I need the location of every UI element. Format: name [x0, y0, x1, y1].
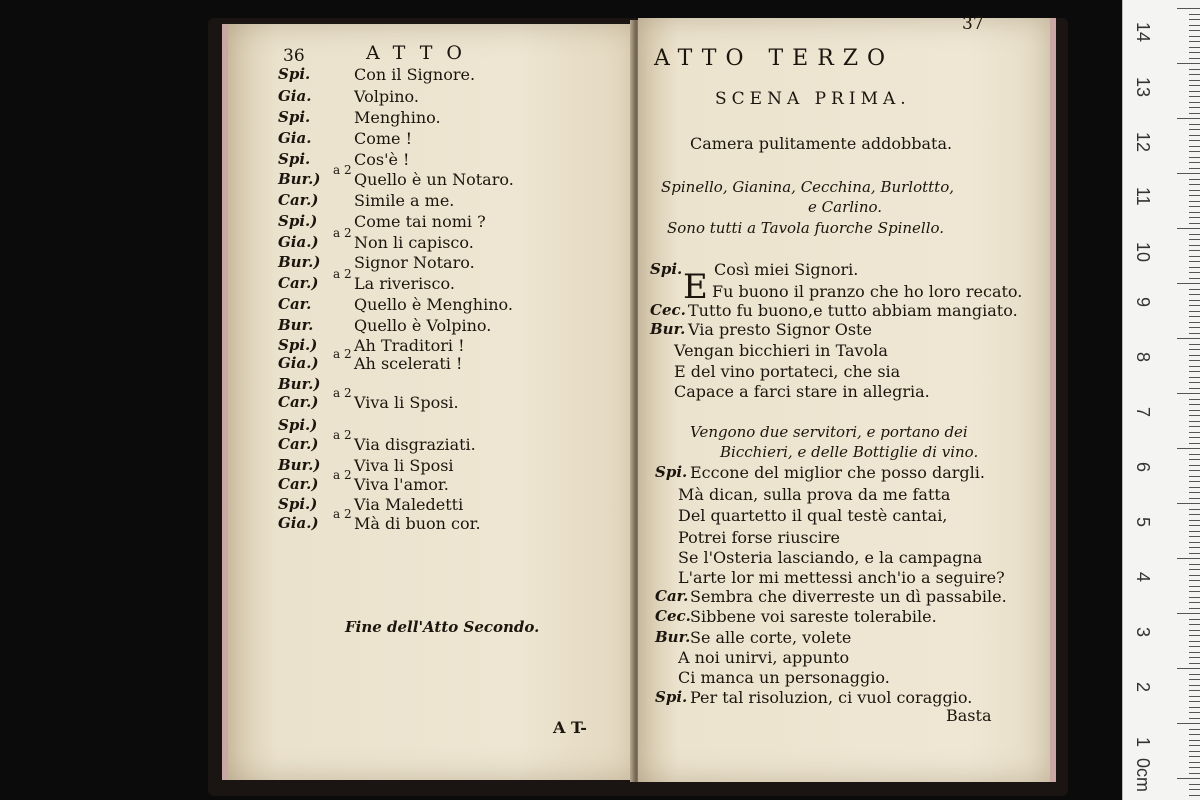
ruler-tick	[1189, 195, 1200, 196]
dialogue-line: E del vino portateci, che sia	[674, 362, 901, 381]
speaker-name: Bur.)	[278, 375, 321, 393]
dialogue-line: Viva l'amor.	[354, 475, 449, 494]
dialogue-line: Eccone del miglior che posso dargli.	[690, 463, 985, 482]
ruler-tick	[1189, 624, 1200, 625]
ruler-tick	[1189, 437, 1200, 438]
dialogue-line: Con il Signore.	[354, 65, 476, 84]
ruler-tick	[1189, 124, 1200, 125]
dialogue-line: Capace a farci stare in allegria.	[674, 382, 930, 401]
ruler-tick	[1189, 245, 1200, 246]
ruler-tick	[1189, 696, 1200, 697]
ruler-tick	[1189, 322, 1200, 323]
ruler-tick	[1189, 619, 1200, 620]
ruler-tick	[1189, 404, 1200, 405]
ruler-tick	[1189, 729, 1200, 730]
a2-marker: a 2	[333, 163, 352, 177]
ruler-tick	[1189, 201, 1200, 202]
dialogue-line: Ci manca un personaggio.	[678, 668, 890, 687]
ruler-tick	[1189, 701, 1200, 702]
ruler-tick	[1189, 234, 1200, 235]
ruler-tick	[1189, 784, 1200, 785]
dialogue-line: Ah Traditori !	[354, 336, 465, 355]
ruler-tick	[1189, 25, 1200, 26]
ruler-tick	[1189, 151, 1200, 152]
ruler-tick	[1189, 745, 1200, 746]
ruler-tick	[1177, 173, 1200, 174]
ruler-tick	[1189, 756, 1200, 757]
ruler-tick	[1189, 333, 1200, 334]
dialogue-line: Sibbene voi sareste tolerabile.	[690, 607, 937, 626]
speaker-name: Gia.)	[278, 514, 319, 532]
ruler-tick	[1189, 712, 1200, 713]
ruler-tick	[1189, 470, 1200, 471]
ruler-tick	[1189, 96, 1200, 97]
dialogue-line: Se alle corte, volete	[690, 628, 852, 647]
speaker-name: Car.)	[278, 191, 319, 209]
ruler-tick	[1189, 580, 1200, 581]
ruler-tick	[1189, 91, 1200, 92]
dialogue-line: Simile a me.	[354, 191, 455, 210]
ruler-tick	[1189, 250, 1200, 251]
ruler-tick	[1189, 707, 1200, 708]
dialogue-line: Come !	[354, 129, 413, 148]
speaker-name: Gia.	[278, 87, 312, 105]
ruler-tick	[1189, 542, 1200, 543]
dialogue-line: Signor Notaro.	[354, 253, 475, 272]
dialogue-line: Se l'Osteria lasciando, e la campagna	[678, 548, 983, 567]
ruler-tick	[1189, 69, 1200, 70]
ruler-tick	[1189, 135, 1200, 136]
speaker-name: Car.)	[278, 274, 319, 292]
ruler-tick	[1189, 399, 1200, 400]
dialogue-line: Come tai nomi ?	[354, 212, 486, 231]
ruler-tick	[1189, 410, 1200, 411]
dialogue-line: Del quartetto il qual testè cantai,	[678, 506, 948, 525]
ruler-tick	[1177, 448, 1200, 449]
speaker-name: Spi.	[278, 65, 311, 83]
right-catchword: Basta	[946, 706, 992, 725]
dialogue-line: Viva li Sposi	[354, 456, 454, 475]
ruler-tick	[1189, 14, 1200, 15]
speaker-name: Cec.	[650, 301, 686, 319]
ruler-tick	[1189, 767, 1200, 768]
speaker-name: Bur.	[655, 628, 691, 646]
ruler-tick	[1189, 382, 1200, 383]
speaker-name: Spi.	[278, 150, 311, 168]
ruler-tick	[1189, 146, 1200, 147]
ruler-tick	[1189, 575, 1200, 576]
ruler-number: 12	[1133, 132, 1153, 153]
ruler-unit-label: 0cm	[1133, 758, 1153, 793]
ruler-tick	[1189, 520, 1200, 521]
closing-line: Fine dell'Atto Secondo.	[345, 618, 540, 636]
ruler-tick	[1189, 547, 1200, 548]
ruler-tick	[1189, 602, 1200, 603]
ruler-tick	[1189, 586, 1200, 587]
ruler-tick	[1189, 597, 1200, 598]
ruler-tick	[1189, 564, 1200, 565]
ruler-tick	[1189, 58, 1200, 59]
dialogue-line: Quello è Volpino.	[354, 316, 492, 335]
speaker-name: Spi.)	[278, 212, 318, 230]
a2-marker: a 2	[333, 386, 352, 400]
ruler-tick	[1189, 773, 1200, 774]
dialogue-line: Per tal risoluzion, ci vuol coraggio.	[690, 688, 973, 707]
act-title: ATTO TERZO	[654, 46, 895, 71]
ruler-tick	[1189, 476, 1200, 477]
a2-marker: a 2	[333, 428, 352, 442]
ruler-tick	[1189, 674, 1200, 675]
scene-title: SCENA PRIMA.	[715, 89, 911, 109]
ruler-tick	[1189, 795, 1200, 796]
dialogue-line: Tutto fu buono,e tutto abbiam mangiato.	[688, 301, 1018, 320]
stage-direction-2-line-1: Vengono due servitori, e portano dei	[690, 423, 968, 441]
ruler-tick	[1189, 278, 1200, 279]
speaker-name: Spi.)	[278, 416, 318, 434]
dialogue-line: Viva li Sposi.	[354, 393, 459, 412]
ruler-tick	[1189, 641, 1200, 642]
ruler-tick	[1189, 80, 1200, 81]
ruler-number: 2	[1133, 682, 1153, 693]
ruler-tick	[1177, 668, 1200, 669]
dialogue-line: Cos'è !	[354, 150, 410, 169]
ruler-tick	[1189, 718, 1200, 719]
ruler-tick	[1177, 558, 1200, 559]
ruler-tick	[1189, 789, 1200, 790]
ruler-tick	[1177, 393, 1200, 394]
ruler-tick	[1189, 85, 1200, 86]
dialogue-line: Così miei Signori.	[714, 260, 859, 279]
ruler-tick	[1189, 663, 1200, 664]
ruler-tick	[1189, 327, 1200, 328]
a2-marker: a 2	[333, 267, 352, 281]
ruler-tick	[1189, 421, 1200, 422]
ruler-tick	[1189, 751, 1200, 752]
ruler-number: 14	[1133, 22, 1153, 43]
ruler-tick	[1177, 338, 1200, 339]
dialogue-line: Via presto Signor Oste	[688, 320, 872, 339]
speaker-name: Spi.	[278, 108, 311, 126]
dialogue-line: Ah scelerati !	[354, 354, 463, 373]
ruler-tick	[1177, 8, 1200, 9]
ruler-tick	[1189, 498, 1200, 499]
speaker-name: Car.	[278, 295, 312, 313]
ruler-tick	[1189, 289, 1200, 290]
stage-direction-1: Sono tutti a Tavola fuorche Spinello.	[667, 219, 945, 237]
ruler-tick	[1189, 157, 1200, 158]
dialogue-line: Sembra che diverreste un dì passabile.	[690, 587, 1007, 606]
ruler-tick	[1189, 179, 1200, 180]
ruler-tick	[1189, 316, 1200, 317]
ruler-tick	[1189, 344, 1200, 345]
ruler-tick	[1177, 613, 1200, 614]
ruler-tick	[1189, 47, 1200, 48]
ruler-number: 10	[1133, 242, 1153, 263]
dialogue-line: Menghino.	[354, 108, 441, 127]
ruler-tick	[1189, 140, 1200, 141]
ruler-tick	[1189, 212, 1200, 213]
ruler-tick	[1189, 432, 1200, 433]
measurement-ruler	[1122, 0, 1200, 800]
ruler-tick	[1189, 129, 1200, 130]
ruler-tick	[1177, 63, 1200, 64]
ruler-number: 5	[1133, 517, 1153, 528]
ruler-tick	[1189, 443, 1200, 444]
ruler-number: 8	[1133, 352, 1153, 363]
ruler-tick	[1189, 206, 1200, 207]
dialogue-line: Fu buono il pranzo che ho loro recato.	[712, 282, 1023, 301]
ruler-tick	[1189, 657, 1200, 658]
ruler-tick	[1189, 536, 1200, 537]
dialogue-line: Quello è un Notaro.	[354, 170, 514, 189]
ruler-tick	[1189, 569, 1200, 570]
speaker-name: Spi.	[655, 688, 688, 706]
ruler-tick	[1189, 217, 1200, 218]
ruler-tick	[1177, 723, 1200, 724]
speaker-name: Car.)	[278, 393, 319, 411]
ruler-tick	[1177, 778, 1200, 779]
ruler-tick	[1189, 608, 1200, 609]
ruler-number: 7	[1133, 407, 1153, 418]
speaker-name: Bur.	[278, 316, 314, 334]
ruler-tick	[1189, 734, 1200, 735]
ruler-number: 13	[1133, 77, 1153, 98]
dialogue-line: Quello è Menghino.	[354, 295, 513, 314]
ruler-tick	[1189, 454, 1200, 455]
ruler-tick	[1189, 300, 1200, 301]
ruler-number: 11	[1133, 187, 1153, 206]
ruler-tick	[1189, 415, 1200, 416]
dialogue-line: Vengan bicchieri in Tavola	[674, 341, 888, 360]
ruler-tick	[1189, 349, 1200, 350]
characters-line-1: Spinello, Gianina, Cecchina, Burlottto,	[661, 178, 955, 196]
ruler-tick	[1189, 481, 1200, 482]
ruler-tick	[1189, 113, 1200, 114]
ruler-tick	[1189, 223, 1200, 224]
ruler-tick	[1177, 228, 1200, 229]
a2-marker: a 2	[333, 468, 352, 482]
ruler-tick	[1189, 102, 1200, 103]
ruler-tick	[1189, 294, 1200, 295]
a2-marker: a 2	[333, 507, 352, 521]
speaker-name: Gia.)	[278, 233, 319, 251]
ruler-tick	[1189, 525, 1200, 526]
ruler-tick	[1189, 679, 1200, 680]
ruler-number: 1	[1133, 737, 1153, 748]
speaker-name: Gia.)	[278, 354, 319, 372]
ruler-tick	[1189, 635, 1200, 636]
dialogue-line: Non li capisco.	[354, 233, 474, 252]
dialogue-line: Mà di buon cor.	[354, 514, 481, 533]
ruler-tick	[1189, 377, 1200, 378]
drop-capital: E	[683, 267, 708, 307]
ruler-tick	[1189, 184, 1200, 185]
ruler-tick	[1189, 371, 1200, 372]
characters-line-2: e Carlino.	[808, 198, 883, 216]
ruler-tick	[1189, 646, 1200, 647]
ruler-tick	[1189, 366, 1200, 367]
ruler-tick	[1189, 355, 1200, 356]
left-running-head: ATTO	[366, 42, 476, 64]
dialogue-line: L'arte lor mi mettessi anch'io a seguire?	[678, 568, 1005, 587]
ruler-tick	[1189, 509, 1200, 510]
speaker-name: Car.)	[278, 475, 319, 493]
speaker-name: Spi.	[650, 260, 683, 278]
a2-marker: a 2	[333, 347, 352, 361]
dialogue-line: Via disgraziati.	[354, 435, 476, 454]
speaker-name: Car.	[655, 587, 689, 605]
dialogue-line: A noi unirvi, appunto	[678, 648, 850, 667]
ruler-tick	[1189, 168, 1200, 169]
ruler-tick	[1189, 740, 1200, 741]
ruler-tick	[1189, 553, 1200, 554]
ruler-number: 6	[1133, 462, 1153, 473]
ruler-tick	[1189, 388, 1200, 389]
ruler-tick	[1189, 514, 1200, 515]
right-page-number: 37	[962, 14, 984, 34]
ruler-number: 4	[1133, 572, 1153, 583]
ruler-tick	[1189, 762, 1200, 763]
speaker-name: Bur.)	[278, 170, 321, 188]
ruler-tick	[1189, 465, 1200, 466]
ruler-tick	[1189, 41, 1200, 42]
ruler-tick	[1189, 492, 1200, 493]
speaker-name: Bur.	[650, 320, 686, 338]
ruler-tick	[1189, 685, 1200, 686]
ruler-number: 3	[1133, 627, 1153, 638]
left-page-number: 36	[283, 46, 305, 66]
ruler-tick	[1189, 107, 1200, 108]
ruler-tick	[1189, 311, 1200, 312]
speaker-name: Spi.	[655, 463, 688, 481]
ruler-tick	[1189, 30, 1200, 31]
dialogue-line: Via Maledetti	[354, 495, 464, 514]
ruler-tick	[1189, 426, 1200, 427]
speaker-name: Bur.)	[278, 253, 321, 271]
ruler-tick	[1189, 591, 1200, 592]
left-catchword: A T-	[553, 718, 587, 737]
ruler-tick	[1189, 531, 1200, 532]
ruler-tick	[1189, 239, 1200, 240]
speaker-name: Car.)	[278, 435, 319, 453]
ruler-tick	[1189, 267, 1200, 268]
speaker-name: Gia.	[278, 129, 312, 147]
ruler-tick	[1189, 272, 1200, 273]
ruler-tick	[1189, 360, 1200, 361]
dialogue-line: Mà dican, sulla prova da me fatta	[678, 485, 951, 504]
dialogue-line: Volpino.	[354, 87, 419, 106]
stage-direction-2-line-2: Bicchieri, e delle Bottiglie di vino.	[720, 443, 979, 461]
ruler-tick	[1189, 256, 1200, 257]
ruler-tick	[1189, 74, 1200, 75]
ruler-tick	[1189, 652, 1200, 653]
dialogue-line: Potrei forse riuscire	[678, 528, 840, 547]
ruler-tick	[1189, 459, 1200, 460]
ruler-number: 9	[1133, 297, 1153, 308]
speaker-name: Spi.)	[278, 495, 318, 513]
ruler-tick	[1189, 305, 1200, 306]
a2-marker: a 2	[333, 226, 352, 240]
ruler-tick	[1189, 261, 1200, 262]
ruler-tick	[1189, 487, 1200, 488]
ruler-tick	[1177, 283, 1200, 284]
speaker-name: Cec.	[655, 607, 691, 625]
speaker-name: Bur.)	[278, 456, 321, 474]
speaker-name: Spi.)	[278, 336, 318, 354]
ruler-tick	[1189, 190, 1200, 191]
ruler-tick	[1189, 19, 1200, 20]
ruler-tick	[1189, 52, 1200, 53]
setting-line: Camera pulitamente addobbata.	[690, 134, 953, 153]
ruler-tick	[1177, 118, 1200, 119]
ruler-tick	[1189, 162, 1200, 163]
ruler-tick	[1189, 630, 1200, 631]
ruler-tick	[1177, 503, 1200, 504]
dialogue-line: La riverisco.	[354, 274, 455, 293]
ruler-tick	[1189, 36, 1200, 37]
ruler-tick	[1189, 690, 1200, 691]
